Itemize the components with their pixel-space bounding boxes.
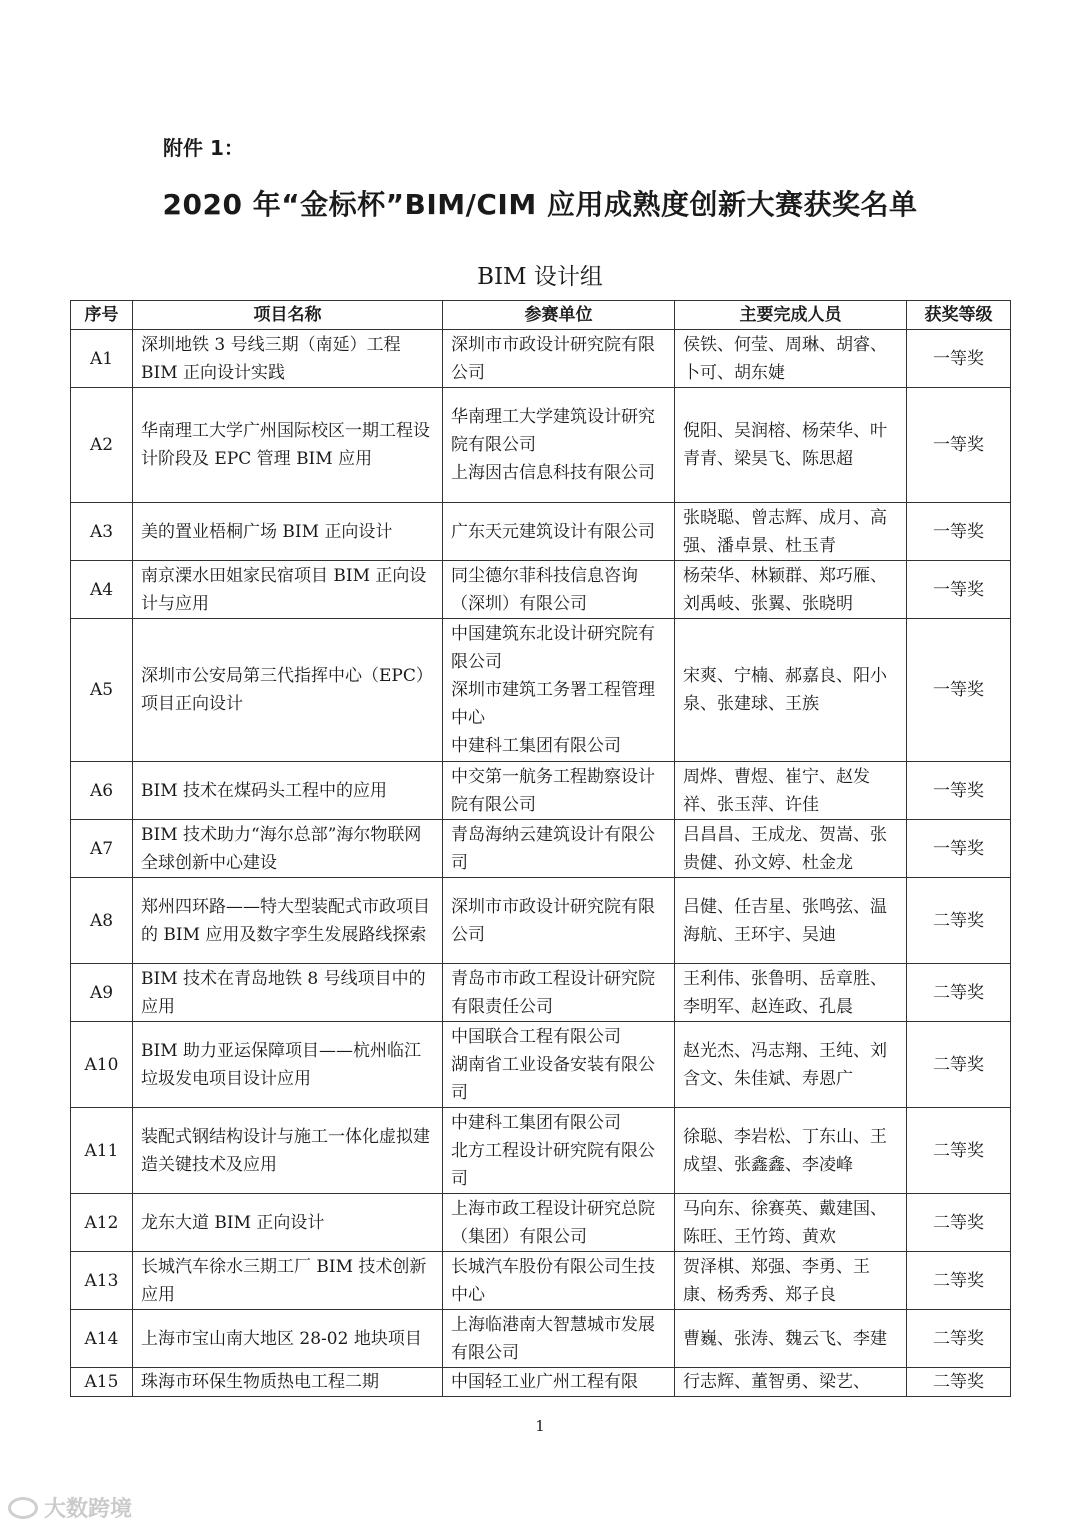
row-award: 二等奖	[907, 1252, 1011, 1310]
column-header-id: 序号	[71, 301, 133, 330]
watermark-logo-icon	[8, 1497, 38, 1519]
row-unit: 上海临港南大智慧城市发展有限公司	[443, 1310, 675, 1368]
group-heading: BIM 设计组	[477, 264, 603, 290]
row-project-name: 上海市宝山南大地区 28-02 地块项目	[133, 1310, 443, 1368]
page-title: 2020 年“金标杯”BIM/CIM 应用成熟度创新大赛获奖名单	[162, 188, 918, 221]
row-unit: 中国联合工程有限公司 湖南省工业设备安装有限公司	[443, 1022, 675, 1108]
column-header-unit: 参赛单位	[443, 301, 675, 330]
row-people: 吕昌昌、王成龙、贺嵩、张贵健、孙文婷、杜金龙	[675, 820, 907, 878]
row-id: A14	[71, 1310, 133, 1368]
row-unit: 华南理工大学建筑设计研究院有限公司 上海因古信息科技有限公司	[443, 388, 675, 503]
row-award: 一等奖	[907, 330, 1011, 388]
table-row	[71, 1310, 1011, 1368]
row-id: A2	[71, 388, 133, 503]
row-project-name: BIM 技术助力“海尔总部”海尔物联网全球创新中心建设	[133, 820, 443, 878]
row-award: 二等奖	[907, 1108, 1011, 1194]
row-project-name: 龙东大道 BIM 正向设计	[133, 1194, 443, 1252]
row-id: A13	[71, 1252, 133, 1310]
row-people: 徐聪、李岩松、丁东山、王成望、张鑫鑫、李凌峰	[675, 1108, 907, 1194]
watermark	[8, 1492, 132, 1523]
row-people: 赵光杰、冯志翔、王纯、刘含文、朱佳斌、寿恩广	[675, 1022, 907, 1108]
row-award: 一等奖	[907, 762, 1011, 820]
row-people: 张晓聪、曾志辉、成月、高强、潘卓景、杜玉青	[675, 503, 907, 561]
row-award: 一等奖	[907, 503, 1011, 561]
row-id: A11	[71, 1108, 133, 1194]
row-unit: 青岛海纳云建筑设计有限公司	[443, 820, 675, 878]
row-project-name: 美的置业梧桐广场 BIM 正向设计	[133, 503, 443, 561]
table-row	[71, 1022, 1011, 1108]
awards-table	[70, 300, 1011, 1397]
row-unit: 青岛市市政工程设计研究院有限责任公司	[443, 964, 675, 1022]
row-unit: 中国建筑东北设计研究院有限公司 深圳市建筑工务署工程管理中心 中建科工集团有限公司	[443, 619, 675, 762]
table-row	[71, 503, 1011, 561]
row-id: A12	[71, 1194, 133, 1252]
table-row	[71, 820, 1011, 878]
row-people: 吕健、任吉星、张鸣弦、温海航、王环宇、吴迪	[675, 878, 907, 964]
column-header-people: 主要完成人员	[675, 301, 907, 330]
row-unit: 长城汽车股份有限公司生技中心	[443, 1252, 675, 1310]
row-award: 一等奖	[907, 388, 1011, 503]
table-row	[71, 1194, 1011, 1252]
row-unit: 同尘德尔菲科技信息咨询（深圳）有限公司	[443, 561, 675, 619]
row-people: 杨荣华、林颖群、郑巧雁、刘禹岐、张翼、张晓明	[675, 561, 907, 619]
table-row	[71, 1368, 1011, 1397]
row-people: 宋爽、宁楠、郝嘉良、阳小泉、张建球、王族	[675, 619, 907, 762]
row-id: A15	[71, 1368, 133, 1397]
row-id: A8	[71, 878, 133, 964]
row-award: 二等奖	[907, 878, 1011, 964]
table-row	[71, 762, 1011, 820]
row-project-name: BIM 助力亚运保障项目——杭州临江垃圾发电项目设计应用	[133, 1022, 443, 1108]
row-id: A1	[71, 330, 133, 388]
page-number: 1	[535, 1417, 545, 1435]
row-id: A6	[71, 762, 133, 820]
watermark-text: 大数跨境	[44, 1497, 133, 1522]
row-people: 周烨、曹煜、崔宁、赵发祥、张玉萍、许佳	[675, 762, 907, 820]
row-people: 王利伟、张鲁明、岳章胜、李明军、赵连政、孔晨	[675, 964, 907, 1022]
table-header-row	[71, 301, 1011, 330]
row-id: A10	[71, 1022, 133, 1108]
row-award: 一等奖	[907, 820, 1011, 878]
row-id: A9	[71, 964, 133, 1022]
row-award: 二等奖	[907, 1310, 1011, 1368]
table-row	[71, 878, 1011, 964]
row-project-name: 郑州四环路——特大型装配式市政项目的 BIM 应用及数字孪生发展路线探索	[133, 878, 443, 964]
row-people: 倪阳、吴润榕、杨荣华、叶青青、梁昊飞、陈思超	[675, 388, 907, 503]
table-row	[71, 1252, 1011, 1310]
row-project-name: 长城汽车徐水三期工厂 BIM 技术创新应用	[133, 1252, 443, 1310]
row-unit: 上海市政工程设计研究总院（集团）有限公司	[443, 1194, 675, 1252]
row-project-name: 华南理工大学广州国际校区一期工程设计阶段及 EPC 管理 BIM 应用	[133, 388, 443, 503]
row-project-name: BIM 技术在青岛地铁 8 号线项目中的应用	[133, 964, 443, 1022]
row-project-name: 深圳市公安局第三代指挥中心（EPC）项目正向设计	[133, 619, 443, 762]
row-id: A4	[71, 561, 133, 619]
row-people: 曹巍、张涛、魏云飞、李建	[675, 1310, 907, 1368]
table-row	[71, 964, 1011, 1022]
row-award: 二等奖	[907, 1368, 1011, 1397]
row-id: A5	[71, 619, 133, 762]
row-project-name: 南京溧水田姐家民宿项目 BIM 正向设计与应用	[133, 561, 443, 619]
row-people: 行志辉、董智勇、梁艺、	[675, 1368, 907, 1397]
table-row	[71, 388, 1011, 503]
row-people: 侯铁、何莹、周琳、胡睿、卜可、胡东婕	[675, 330, 907, 388]
column-header-award: 获奖等级	[907, 301, 1011, 330]
row-award: 二等奖	[907, 1194, 1011, 1252]
row-people: 贺泽棋、郑强、李勇、王康、杨秀秀、郑子良	[675, 1252, 907, 1310]
row-unit: 广东天元建筑设计有限公司	[443, 503, 675, 561]
row-project-name: BIM 技术在煤码头工程中的应用	[133, 762, 443, 820]
row-unit: 深圳市市政设计研究院有限公司	[443, 878, 675, 964]
row-unit: 中交第一航务工程勘察设计院有限公司	[443, 762, 675, 820]
table-row	[71, 1108, 1011, 1194]
row-award: 二等奖	[907, 1022, 1011, 1108]
column-header-name: 项目名称	[133, 301, 443, 330]
row-award: 二等奖	[907, 964, 1011, 1022]
row-people: 马向东、徐赛英、戴建国、陈旺、王竹筠、黄欢	[675, 1194, 907, 1252]
row-unit: 中建科工集团有限公司 北方工程设计研究院有限公司	[443, 1108, 675, 1194]
row-id: A3	[71, 503, 133, 561]
table-row	[71, 330, 1011, 388]
table-row	[71, 561, 1011, 619]
row-unit: 深圳市市政设计研究院有限公司	[443, 330, 675, 388]
row-project-name: 装配式钢结构设计与施工一体化虚拟建造关键技术及应用	[133, 1108, 443, 1194]
row-unit: 中国轻工业广州工程有限	[443, 1368, 675, 1397]
row-id: A7	[71, 820, 133, 878]
row-award: 一等奖	[907, 619, 1011, 762]
row-award: 一等奖	[907, 561, 1011, 619]
row-project-name: 珠海市环保生物质热电工程二期	[133, 1368, 443, 1397]
attachment-label: 附件 1：	[163, 136, 244, 160]
row-project-name: 深圳地铁 3 号线三期（南延）工程BIM 正向设计实践	[133, 330, 443, 388]
table-row	[71, 619, 1011, 762]
